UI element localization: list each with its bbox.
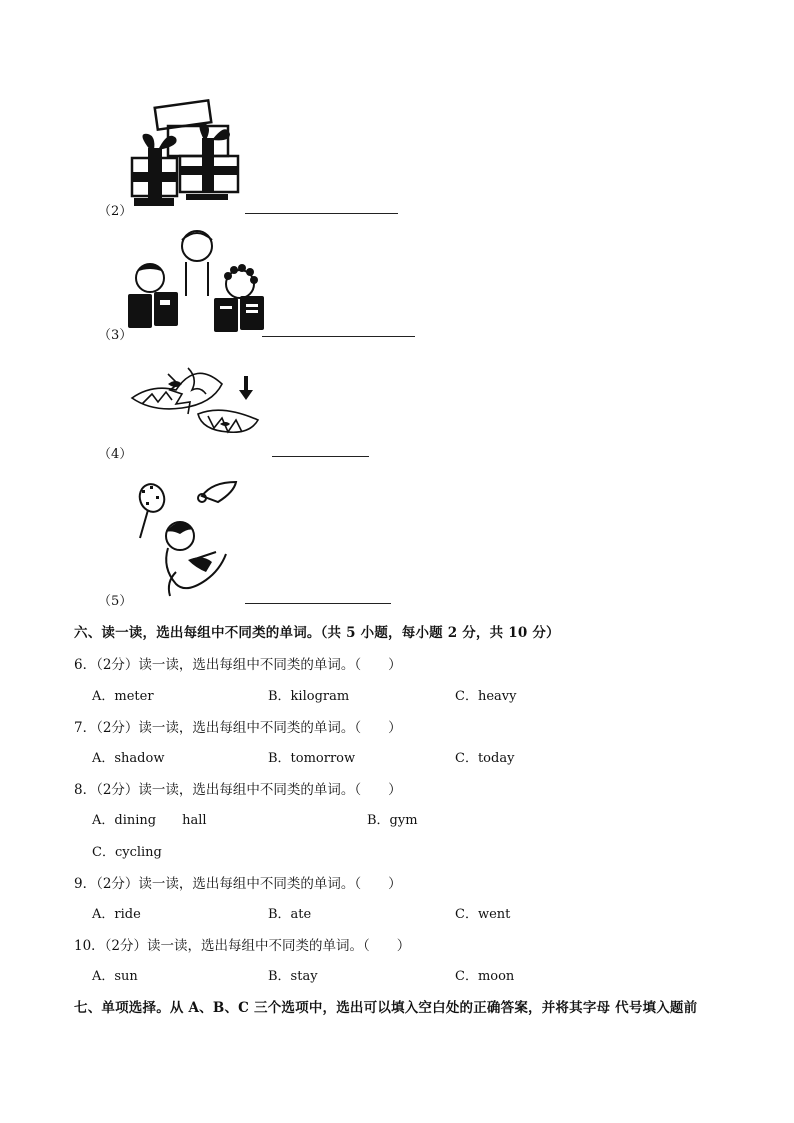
question-stem: 6．（2分）读一读，选出每组中不同类的单词。（ ） [74,657,402,673]
falling-leaves-illustration [128,354,274,456]
question-stem: 8．（2分）读一读，选出每组中不同类的单词。（ ） [74,782,402,798]
section-heading: 七、单项选择。从 A、B、C 三个选项中，选出可以填入空白处的正确答案，并将其字母 代号填入题前 [74,1000,698,1016]
answer-blank[interactable] [245,213,398,214]
answer-blank[interactable] [245,603,391,604]
option-c[interactable]: C．moon [455,969,515,984]
answer-blank[interactable] [262,336,415,337]
section-heading: 六、读一读，选出每组中不同类的单词。（共 5 小题，每小题 2 分，共 10 分） [74,625,560,641]
option-c[interactable]: C．cycling [92,845,162,860]
option-a[interactable]: A．meter [92,689,154,704]
option-a[interactable]: A．dining hall [92,813,207,828]
option-b[interactable]: B．stay [268,969,318,984]
gift-boxes-illustration [128,98,248,213]
option-b[interactable]: B．tomorrow [268,751,356,766]
option-a[interactable]: A．shadow [92,751,165,766]
option-c[interactable]: C．today [455,751,515,766]
option-b[interactable]: B．ate [268,907,312,922]
option-a[interactable]: A．ride [92,907,141,922]
item-number: （5） [98,594,133,609]
item-number: （2） [98,204,133,219]
option-c[interactable]: C．went [455,907,511,922]
item-number: （4） [98,447,133,462]
question-stem: 10．（2分）读一读，选出每组中不同类的单词。（ ） [74,938,411,954]
option-b[interactable]: B．kilogram [268,689,350,704]
answer-blank[interactable] [272,456,369,457]
item-number: （3） [98,328,133,343]
question-stem: 9．（2分）读一读，选出每组中不同类的单词。（ ） [74,876,402,892]
option-a[interactable]: A．sun [92,969,138,984]
children-reading-illustration [126,226,268,334]
option-c[interactable]: C．heavy [455,689,517,704]
question-stem: 7．（2分）读一读，选出每组中不同类的单词。（ ） [74,720,402,736]
badminton-player-illustration [128,476,246,600]
option-b[interactable]: B．gym [367,813,418,828]
